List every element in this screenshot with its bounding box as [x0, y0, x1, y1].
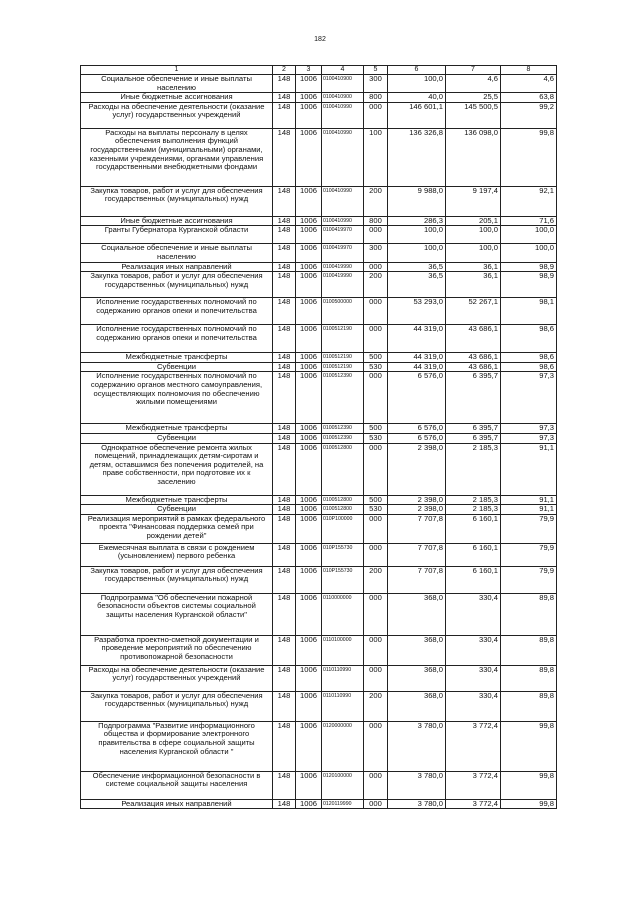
cell-chapter: 148 [273, 216, 296, 226]
table-row [81, 691, 557, 721]
row-name: Разработка проектно-сметной документации и проведение мероприятий по обеспечению противопожарной безопасности [81, 635, 273, 665]
cell-chapter: 148 [273, 372, 296, 424]
cell-percent: 99,8 [501, 771, 557, 799]
cell-target-code: 0100512390 [322, 372, 364, 424]
row-name: Субвенции [81, 505, 273, 515]
cell-percent: 98,6 [501, 353, 557, 363]
cell-expense-type: 000 [364, 543, 388, 566]
cell-target-code: 0100512800 [322, 495, 364, 505]
table-row [81, 75, 557, 93]
cell-expense-type: 800 [364, 93, 388, 103]
cell-target-code: 010P155730 [322, 566, 364, 593]
cell-target-code: 0100512190 [322, 325, 364, 353]
cell-percent: 91,1 [501, 495, 557, 505]
cell-expense-type: 000 [364, 298, 388, 325]
table-row [81, 186, 557, 216]
cell-expense-type: 200 [364, 272, 388, 298]
cell-section: 1006 [296, 226, 322, 244]
cell-target-code: 0110110990 [322, 691, 364, 721]
cell-planned: 44 319,0 [388, 325, 446, 353]
cell-expense-type: 530 [364, 433, 388, 443]
cell-percent: 89,8 [501, 593, 557, 635]
table-row [81, 665, 557, 691]
cell-chapter: 148 [273, 495, 296, 505]
cell-target-code: 0100512390 [322, 433, 364, 443]
row-name: Исполнение государственных полномочий по содержанию органов опеки и попечительства [81, 325, 273, 353]
cell-planned: 53 293,0 [388, 298, 446, 325]
row-name: Иные бюджетные ассигнования [81, 216, 273, 226]
cell-executed: 52 267,1 [446, 298, 501, 325]
cell-percent: 79,9 [501, 543, 557, 566]
row-name: Межбюджетные трансферты [81, 353, 273, 363]
cell-planned: 3 780,0 [388, 771, 446, 799]
row-name: Обеспечение информационной безопасности в системе социальной защиты населения [81, 771, 273, 799]
row-name: Исполнение государственных полномочий по содержанию органов опеки и попечительства [81, 298, 273, 325]
cell-chapter: 148 [273, 635, 296, 665]
cell-executed: 6 160,1 [446, 566, 501, 593]
cell-planned: 9 988,0 [388, 186, 446, 216]
budget-table [80, 65, 557, 809]
cell-planned: 44 319,0 [388, 353, 446, 363]
cell-expense-type: 300 [364, 244, 388, 262]
cell-section: 1006 [296, 635, 322, 665]
row-name: Межбюджетные трансферты [81, 495, 273, 505]
cell-expense-type: 000 [364, 443, 388, 495]
cell-expense-type: 530 [364, 362, 388, 372]
cell-executed: 43 686,1 [446, 362, 501, 372]
cell-chapter: 148 [273, 771, 296, 799]
cell-planned: 368,0 [388, 665, 446, 691]
cell-executed: 6 160,1 [446, 514, 501, 543]
table-row [81, 272, 557, 298]
cell-chapter: 148 [273, 665, 296, 691]
cell-executed: 4,6 [446, 75, 501, 93]
cell-chapter: 148 [273, 75, 296, 93]
cell-section: 1006 [296, 514, 322, 543]
row-name: Реализация мероприятий в рамках федерального проекта "Финансовая поддержка семей при рождении детей" [81, 514, 273, 543]
cell-expense-type: 800 [364, 216, 388, 226]
row-name: Исполнение государственных полномочий по содержанию органов местного самоуправления, осуществляющих полномочия по обеспечению жилыми помещениями [81, 372, 273, 424]
cell-chapter: 148 [273, 353, 296, 363]
cell-planned: 6 576,0 [388, 424, 446, 434]
cell-target-code: 0100410900 [322, 93, 364, 103]
cell-expense-type: 000 [364, 721, 388, 771]
column-header: 6 [388, 66, 446, 75]
table-row [81, 298, 557, 325]
cell-expense-type: 000 [364, 325, 388, 353]
cell-chapter: 148 [273, 102, 296, 128]
table-row [81, 514, 557, 543]
cell-executed: 2 185,3 [446, 443, 501, 495]
row-name: Закупка товаров, работ и услуг для обеспечения государственных (муниципальных) нужд [81, 566, 273, 593]
column-header: 1 [81, 66, 273, 75]
cell-section: 1006 [296, 771, 322, 799]
table-row [81, 93, 557, 103]
cell-section: 1006 [296, 593, 322, 635]
cell-executed: 3 772,4 [446, 799, 501, 809]
cell-expense-type: 000 [364, 372, 388, 424]
cell-section: 1006 [296, 433, 322, 443]
cell-planned: 44 319,0 [388, 362, 446, 372]
table-row [81, 353, 557, 363]
cell-planned: 7 707,8 [388, 566, 446, 593]
cell-executed: 36,1 [446, 272, 501, 298]
cell-planned: 368,0 [388, 593, 446, 635]
column-header: 5 [364, 66, 388, 75]
cell-planned: 6 576,0 [388, 433, 446, 443]
table-row [81, 593, 557, 635]
cell-chapter: 148 [273, 691, 296, 721]
row-name: Однократное обеспечение ремонта жилых помещений, принадлежащих детям-сиротам и детям, оставшимся без попечения родителей, на праве собственности, при подготовке их к заселению [81, 443, 273, 495]
cell-section: 1006 [296, 353, 322, 363]
cell-section: 1006 [296, 93, 322, 103]
cell-percent: 71,6 [501, 216, 557, 226]
cell-percent: 98,6 [501, 362, 557, 372]
column-header: 3 [296, 66, 322, 75]
cell-executed: 145 500,5 [446, 102, 501, 128]
cell-target-code: 0100419970 [322, 244, 364, 262]
cell-planned: 286,3 [388, 216, 446, 226]
cell-chapter: 148 [273, 543, 296, 566]
cell-target-code: 0100512800 [322, 443, 364, 495]
cell-chapter: 148 [273, 514, 296, 543]
row-name: Социальное обеспечение и иные выплаты населению [81, 75, 273, 93]
cell-section: 1006 [296, 372, 322, 424]
cell-section: 1006 [296, 362, 322, 372]
row-name: Расходы на обеспечение деятельности (оказание услуг) государственных учреждений [81, 102, 273, 128]
cell-executed: 6 395,7 [446, 372, 501, 424]
cell-percent: 4,6 [501, 75, 557, 93]
cell-section: 1006 [296, 505, 322, 515]
cell-planned: 136 326,8 [388, 128, 446, 186]
cell-planned: 36,5 [388, 262, 446, 272]
cell-planned: 2 398,0 [388, 495, 446, 505]
table-row [81, 244, 557, 262]
table-row [81, 325, 557, 353]
cell-percent: 99,2 [501, 102, 557, 128]
cell-executed: 330,4 [446, 665, 501, 691]
cell-executed: 2 185,3 [446, 505, 501, 515]
cell-expense-type: 500 [364, 424, 388, 434]
cell-percent: 89,8 [501, 665, 557, 691]
table-row [81, 424, 557, 434]
cell-target-code: 0100410990 [322, 102, 364, 128]
cell-target-code: 0100410900 [322, 75, 364, 93]
cell-section: 1006 [296, 566, 322, 593]
cell-target-code: 010P155730 [322, 543, 364, 566]
cell-section: 1006 [296, 102, 322, 128]
cell-chapter: 148 [273, 593, 296, 635]
row-name: Подпрограмма "Развитие информационного общества и формирование электронного правительства в сфере социальной защиты населения Курганской области " [81, 721, 273, 771]
cell-chapter: 148 [273, 424, 296, 434]
table-row [81, 566, 557, 593]
cell-executed: 100,0 [446, 244, 501, 262]
cell-expense-type: 000 [364, 771, 388, 799]
cell-section: 1006 [296, 691, 322, 721]
cell-section: 1006 [296, 272, 322, 298]
cell-executed: 3 772,4 [446, 721, 501, 771]
row-name: Субвенции [81, 362, 273, 372]
cell-executed: 43 686,1 [446, 325, 501, 353]
cell-section: 1006 [296, 443, 322, 495]
cell-executed: 6 160,1 [446, 543, 501, 566]
row-name: Ежемесячная выплата в связи с рождением (усыновлением) первого ребенка [81, 543, 273, 566]
cell-section: 1006 [296, 325, 322, 353]
cell-target-code: 0100410990 [322, 216, 364, 226]
row-name: Социальное обеспечение и иные выплаты населению [81, 244, 273, 262]
cell-percent: 91,1 [501, 505, 557, 515]
cell-target-code: 0110110990 [322, 665, 364, 691]
row-name: Закупка товаров, работ и услуг для обеспечения государственных (муниципальных) нужд [81, 691, 273, 721]
table-row [81, 226, 557, 244]
cell-section: 1006 [296, 665, 322, 691]
cell-percent: 97,3 [501, 433, 557, 443]
cell-planned: 6 576,0 [388, 372, 446, 424]
cell-chapter: 148 [273, 566, 296, 593]
table-row [81, 771, 557, 799]
cell-executed: 100,0 [446, 226, 501, 244]
row-name: Иные бюджетные ассигнования [81, 93, 273, 103]
cell-executed: 205,1 [446, 216, 501, 226]
cell-section: 1006 [296, 244, 322, 262]
cell-executed: 136 098,0 [446, 128, 501, 186]
cell-chapter: 148 [273, 93, 296, 103]
cell-percent: 100,0 [501, 244, 557, 262]
cell-percent: 79,9 [501, 514, 557, 543]
cell-chapter: 148 [273, 298, 296, 325]
cell-section: 1006 [296, 495, 322, 505]
cell-expense-type: 500 [364, 495, 388, 505]
table-row [81, 505, 557, 515]
cell-chapter: 148 [273, 799, 296, 809]
cell-planned: 100,0 [388, 75, 446, 93]
cell-target-code: 0100410990 [322, 128, 364, 186]
cell-planned: 40,0 [388, 93, 446, 103]
cell-planned: 36,5 [388, 272, 446, 298]
cell-percent: 89,8 [501, 691, 557, 721]
cell-section: 1006 [296, 721, 322, 771]
cell-target-code: 0110000000 [322, 593, 364, 635]
cell-expense-type: 000 [364, 102, 388, 128]
cell-planned: 7 707,8 [388, 543, 446, 566]
cell-chapter: 148 [273, 226, 296, 244]
cell-planned: 368,0 [388, 635, 446, 665]
cell-planned: 368,0 [388, 691, 446, 721]
cell-target-code: 0100512190 [322, 353, 364, 363]
cell-target-code: 0110100000 [322, 635, 364, 665]
cell-executed: 330,4 [446, 691, 501, 721]
row-name: Реализация иных направлений [81, 262, 273, 272]
cell-chapter: 148 [273, 505, 296, 515]
cell-expense-type: 000 [364, 799, 388, 809]
column-header: 2 [273, 66, 296, 75]
cell-target-code: 0100512190 [322, 362, 364, 372]
cell-section: 1006 [296, 424, 322, 434]
cell-percent: 98,1 [501, 298, 557, 325]
cell-expense-type: 500 [364, 353, 388, 363]
cell-executed: 9 197,4 [446, 186, 501, 216]
cell-percent: 97,3 [501, 424, 557, 434]
row-name: Субвенции [81, 433, 273, 443]
cell-target-code: 010P100000 [322, 514, 364, 543]
cell-target-code: 0100419990 [322, 262, 364, 272]
cell-planned: 7 707,8 [388, 514, 446, 543]
cell-executed: 330,4 [446, 593, 501, 635]
cell-chapter: 148 [273, 186, 296, 216]
cell-chapter: 148 [273, 128, 296, 186]
column-header: 7 [446, 66, 501, 75]
table-row [81, 433, 557, 443]
cell-planned: 100,0 [388, 226, 446, 244]
cell-executed: 3 772,4 [446, 771, 501, 799]
row-name: Реализация иных направлений [81, 799, 273, 809]
cell-percent: 89,8 [501, 635, 557, 665]
cell-chapter: 148 [273, 443, 296, 495]
cell-expense-type: 000 [364, 665, 388, 691]
row-name: Подпрограмма "Об обеспечении пожарной безопасности объектов системы социальной защиты населения Курганской области" [81, 593, 273, 635]
cell-executed: 6 395,7 [446, 433, 501, 443]
table-row [81, 635, 557, 665]
table-row [81, 543, 557, 566]
cell-planned: 146 601,1 [388, 102, 446, 128]
cell-percent: 99,8 [501, 799, 557, 809]
column-header: 4 [322, 66, 364, 75]
cell-expense-type: 200 [364, 186, 388, 216]
cell-target-code: 0100500000 [322, 298, 364, 325]
cell-planned: 3 780,0 [388, 799, 446, 809]
row-name: Расходы на выплаты персоналу в целях обеспечения выполнения функций государственными (муниципальными) органами, казенными учреждениями, органами управления государственными внебюджетными фондами [81, 128, 273, 186]
cell-expense-type: 000 [364, 514, 388, 543]
cell-chapter: 148 [273, 244, 296, 262]
table-row [81, 721, 557, 771]
row-name: Гранты Губернатора Курганской области [81, 226, 273, 244]
cell-target-code: 0120100000 [322, 771, 364, 799]
cell-executed: 43 686,1 [446, 353, 501, 363]
row-name: Закупка товаров, работ и услуг для обеспечения государственных (муниципальных) нужд [81, 186, 273, 216]
table-row [81, 372, 557, 424]
cell-section: 1006 [296, 216, 322, 226]
cell-target-code: 0120000000 [322, 721, 364, 771]
cell-planned: 2 398,0 [388, 505, 446, 515]
cell-percent: 91,1 [501, 443, 557, 495]
cell-section: 1006 [296, 799, 322, 809]
cell-percent: 98,9 [501, 272, 557, 298]
cell-section: 1006 [296, 128, 322, 186]
cell-target-code: 0100512800 [322, 505, 364, 515]
cell-section: 1006 [296, 262, 322, 272]
table-row [81, 102, 557, 128]
cell-percent: 99,8 [501, 721, 557, 771]
cell-executed: 25,5 [446, 93, 501, 103]
cell-percent: 100,0 [501, 226, 557, 244]
page-number: 182 [314, 36, 326, 43]
cell-percent: 99,8 [501, 128, 557, 186]
cell-target-code: 0100419990 [322, 272, 364, 298]
cell-target-code: 0100410990 [322, 186, 364, 216]
cell-planned: 3 780,0 [388, 721, 446, 771]
cell-chapter: 148 [273, 262, 296, 272]
cell-executed: 36,1 [446, 262, 501, 272]
cell-planned: 2 398,0 [388, 443, 446, 495]
cell-expense-type: 200 [364, 691, 388, 721]
cell-planned: 100,0 [388, 244, 446, 262]
cell-percent: 98,6 [501, 325, 557, 353]
cell-chapter: 148 [273, 272, 296, 298]
cell-expense-type: 000 [364, 593, 388, 635]
cell-executed: 330,4 [446, 635, 501, 665]
cell-percent: 98,9 [501, 262, 557, 272]
cell-chapter: 148 [273, 325, 296, 353]
row-name: Расходы на обеспечение деятельности (оказание услуг) государственных учреждений [81, 665, 273, 691]
cell-chapter: 148 [273, 721, 296, 771]
cell-expense-type: 530 [364, 505, 388, 515]
cell-expense-type: 000 [364, 635, 388, 665]
cell-expense-type: 100 [364, 128, 388, 186]
cell-expense-type: 000 [364, 226, 388, 244]
cell-chapter: 148 [273, 362, 296, 372]
table-row [81, 443, 557, 495]
cell-target-code: 0120119990 [322, 799, 364, 809]
table-row [81, 799, 557, 809]
cell-percent: 92,1 [501, 186, 557, 216]
cell-section: 1006 [296, 186, 322, 216]
cell-percent: 79,9 [501, 566, 557, 593]
cell-section: 1006 [296, 543, 322, 566]
row-name: Межбюджетные трансферты [81, 424, 273, 434]
table-row [81, 128, 557, 186]
cell-executed: 2 185,3 [446, 495, 501, 505]
cell-target-code: 0100419970 [322, 226, 364, 244]
cell-section: 1006 [296, 298, 322, 325]
cell-chapter: 148 [273, 433, 296, 443]
cell-section: 1006 [296, 75, 322, 93]
cell-expense-type: 300 [364, 75, 388, 93]
cell-target-code: 0100512390 [322, 424, 364, 434]
cell-percent: 63,8 [501, 93, 557, 103]
column-header: 8 [501, 66, 557, 75]
cell-executed: 6 395,7 [446, 424, 501, 434]
cell-percent: 97,3 [501, 372, 557, 424]
cell-expense-type: 000 [364, 262, 388, 272]
cell-expense-type: 200 [364, 566, 388, 593]
row-name: Закупка товаров, работ и услуг для обеспечения государственных (муниципальных) нужд [81, 272, 273, 298]
